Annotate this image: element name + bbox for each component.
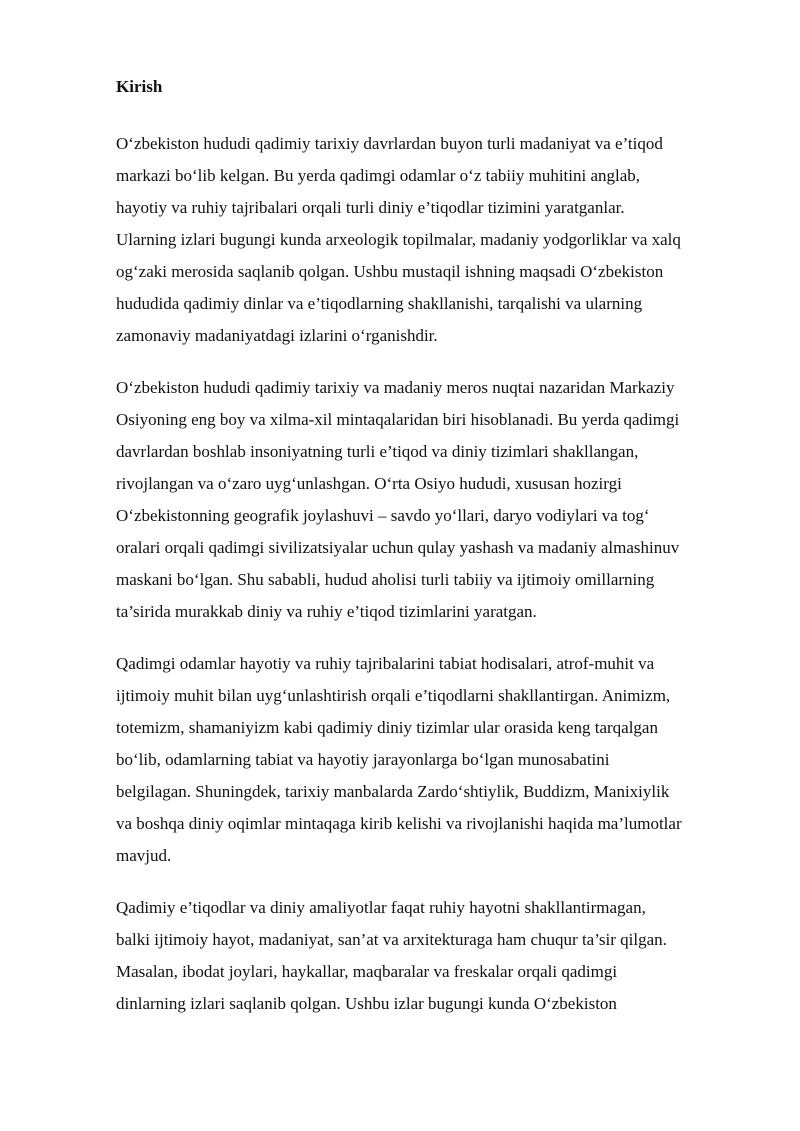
text-line: Osiyoning eng boy va xilma-xil mintaqalaridan biri hisoblanadi. Bu yerda qadimgi [116, 410, 680, 429]
text-line: O‘zbekiston hududi qadimiy tarixiy davrlardan buyon turli madaniyat va e’tiqod [116, 134, 663, 153]
text-line: bo‘lib, odamlarning tabiat va hayotiy jarayonlarga bo‘lgan munosabatini [116, 750, 610, 769]
text-line: dinlarning izlari saqlanib qolgan. Ushbu izlar bugungi kunda O‘zbekiston [116, 994, 617, 1013]
text-line: hayotiy va ruhiy tajribalari orqali turli diniy e’tiqodlar tizimini yaratganlar. [116, 198, 625, 217]
text-line: totemizm, shamaniyizm kabi qadimiy diniy tizimlar ular orasida keng tarqalgan [116, 718, 658, 737]
paragraph-3 [116, 648, 752, 872]
text-line: Masalan, ibodat joylari, haykallar, maqbaralar va freskalar orqali qadimgi [116, 962, 618, 981]
text-line: og‘zaki merosida saqlanib qolgan. Ushbu mustaqil ishning maqsadi O‘zbekiston [116, 262, 664, 281]
text-line: belgilagan. Shuningdek, tarixiy manbalarda Zardo‘shtiylik, Buddizm, Manixiylik [116, 782, 670, 801]
section-heading: Kirish [116, 77, 163, 96]
paragraph-1 [116, 128, 752, 352]
text-line: O‘zbekistonning geografik joylashuvi – savdo yo‘llari, daryo vodiylari va tog‘ [116, 506, 650, 525]
paragraph-2 [116, 372, 752, 628]
text-line: Qadimiy e’tiqodlar va diniy amaliyotlar faqat ruhiy hayotni shakllantirmagan, [116, 898, 646, 917]
text-line: markazi bo‘lib kelgan. Bu yerda qadimgi odamlar o‘z tabiiy muhitini anglab, [116, 166, 641, 185]
text-line: ijtimoiy muhit bilan uyg‘unlashtirish orqali e’tiqodlarni shakllantirgan. Animizm, [116, 686, 671, 705]
text-line: mavjud. [116, 846, 172, 865]
text-line: davrlardan boshlab insoniyatning turli e’tiqod va diniy tizimlari shakllangan, [116, 442, 639, 461]
document-content [116, 73, 752, 1020]
paragraph-4 [116, 892, 752, 1020]
text-line: hududida qadimiy dinlar va e’tiqodlarning shakllanishi, tarqalishi va ularning [116, 294, 643, 313]
text-line: oralari orqali qadimgi sivilizatsiyalar uchun qulay yashash va madaniy almashinuv [116, 538, 680, 557]
text-line: ta’sirida murakkab diniy va ruhiy e’tiqod tizimlarini yaratgan. [116, 602, 537, 621]
text-line: maskani bo‘lgan. Shu sababli, hudud aholisi turli tabiiy va ijtimoiy omillarning [116, 570, 655, 589]
text-line: zamonaviy madaniyatdagi izlarini o‘rganishdir. [116, 326, 438, 345]
text-line: va boshqa diniy oqimlar mintaqaga kirib kelishi va rivojlanishi haqida ma’lumotlar [116, 814, 682, 833]
text-line: O‘zbekiston hududi qadimiy tarixiy va madaniy meros nuqtai nazaridan Markaziy [116, 378, 675, 397]
text-line: Ularning izlari bugungi kunda arxeologik topilmalar, madaniy yodgorliklar va xalq [116, 230, 681, 249]
text-line: rivojlangan va o‘zaro uyg‘unlashgan. O‘rta Osiyo hududi, xususan hozirgi [116, 474, 622, 493]
text-line: balki ijtimoiy hayot, madaniyat, san’at va arxitekturaga ham chuqur ta’sir qilgan. [116, 930, 667, 949]
text-line: Qadimgi odamlar hayotiy va ruhiy tajribalarini tabiat hodisalari, atrof-muhit va [116, 654, 655, 673]
